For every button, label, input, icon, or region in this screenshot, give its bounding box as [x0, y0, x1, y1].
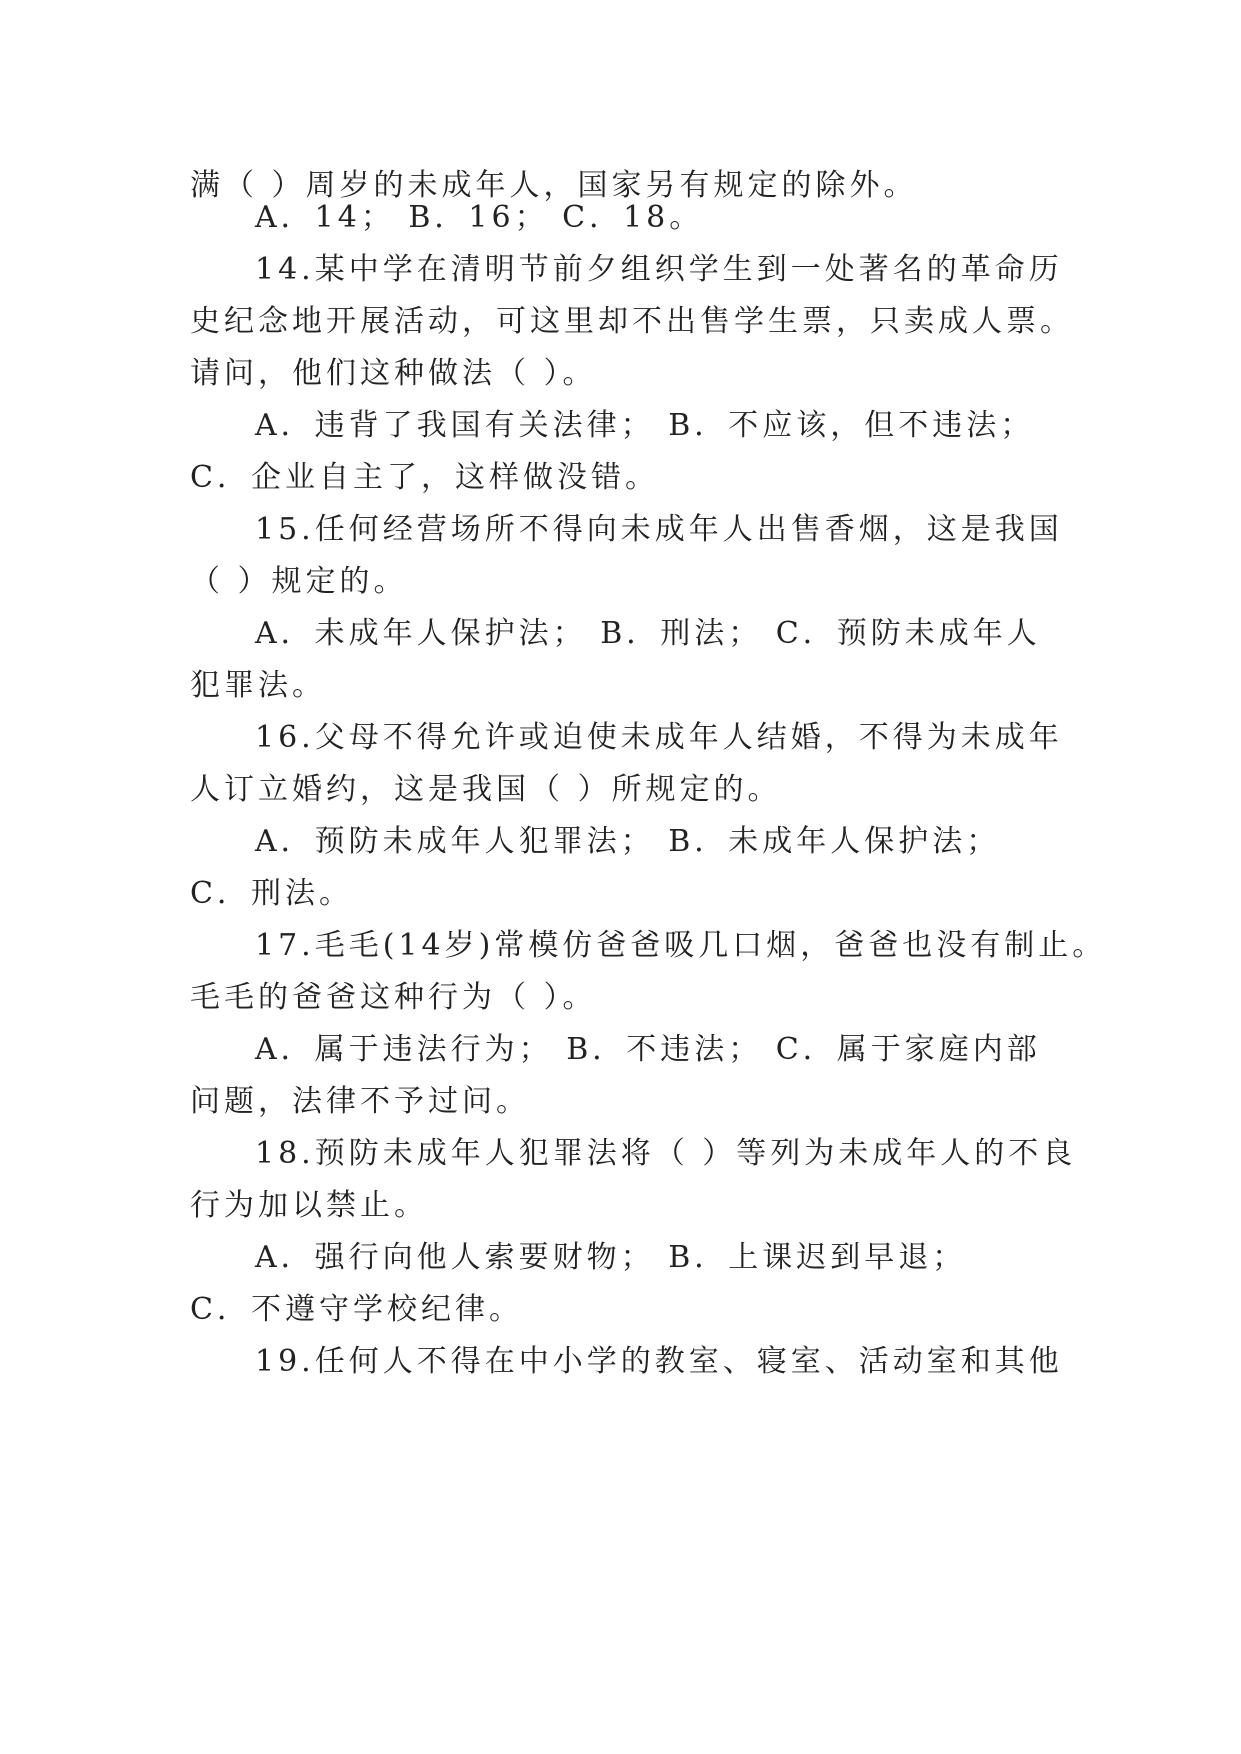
question-19: 19.任何人不得在中小学的教室、寝室、活动室和其他	[255, 1344, 1063, 1379]
answer-options: A．未成年人保护法； B．刑法； C．预防未成年人	[255, 616, 1041, 651]
question-17: 17.毛毛(14岁)常模仿爸爸吸几口烟，爸爸也没有制止。	[255, 928, 1107, 963]
question-18: 18.预防未成年人犯罪法将（ ）等列为未成年人的不良	[255, 1136, 1077, 1171]
answer-options: 问题，法律不予过问。	[190, 1084, 530, 1119]
question-14: 14.某中学在清明节前夕组织学生到一处著名的革命历	[255, 252, 1063, 287]
text-line: 行为加以禁止。	[190, 1188, 428, 1223]
text-line: 毛毛的爸爸这种行为（ ）。	[190, 980, 597, 1015]
answer-options: C．刑法。	[190, 876, 353, 911]
answer-options: A．14； B．16； C．18。	[255, 200, 704, 235]
answer-options: C．企业自主了，这样做没错。	[190, 460, 659, 495]
answer-options: A．违背了我国有关法律； B．不应该，但不违法；	[255, 408, 1035, 443]
text-line: 请问，他们这种做法（ ）。	[190, 356, 597, 391]
answer-options: A．属于违法行为； B．不违法； C．属于家庭内部	[255, 1032, 1041, 1067]
text-line: 史纪念地开展活动，可这里却不出售学生票，只卖成人票。	[190, 304, 1074, 339]
answer-options: A．预防未成年人犯罪法； B．未成年人保护法；	[255, 824, 1001, 859]
text-line: 满（ ）周岁的未成年人，国家另有规定的除外。	[190, 168, 918, 203]
question-16: 16.父母不得允许或迫使未成年人结婚，不得为未成年	[255, 720, 1063, 755]
text-line: 人订立婚约，这是我国（ ）所规定的。	[190, 772, 782, 807]
answer-options: C．不遵守学校纪律。	[190, 1292, 523, 1327]
answer-options: 犯罪法。	[190, 668, 326, 703]
text-line: （ ）规定的。	[190, 564, 408, 599]
question-15: 15.任何经营场所不得向未成年人出售香烟，这是我国	[255, 512, 1063, 547]
answer-options: A．强行向他人索要财物； B．上课迟到早退；	[255, 1240, 967, 1275]
